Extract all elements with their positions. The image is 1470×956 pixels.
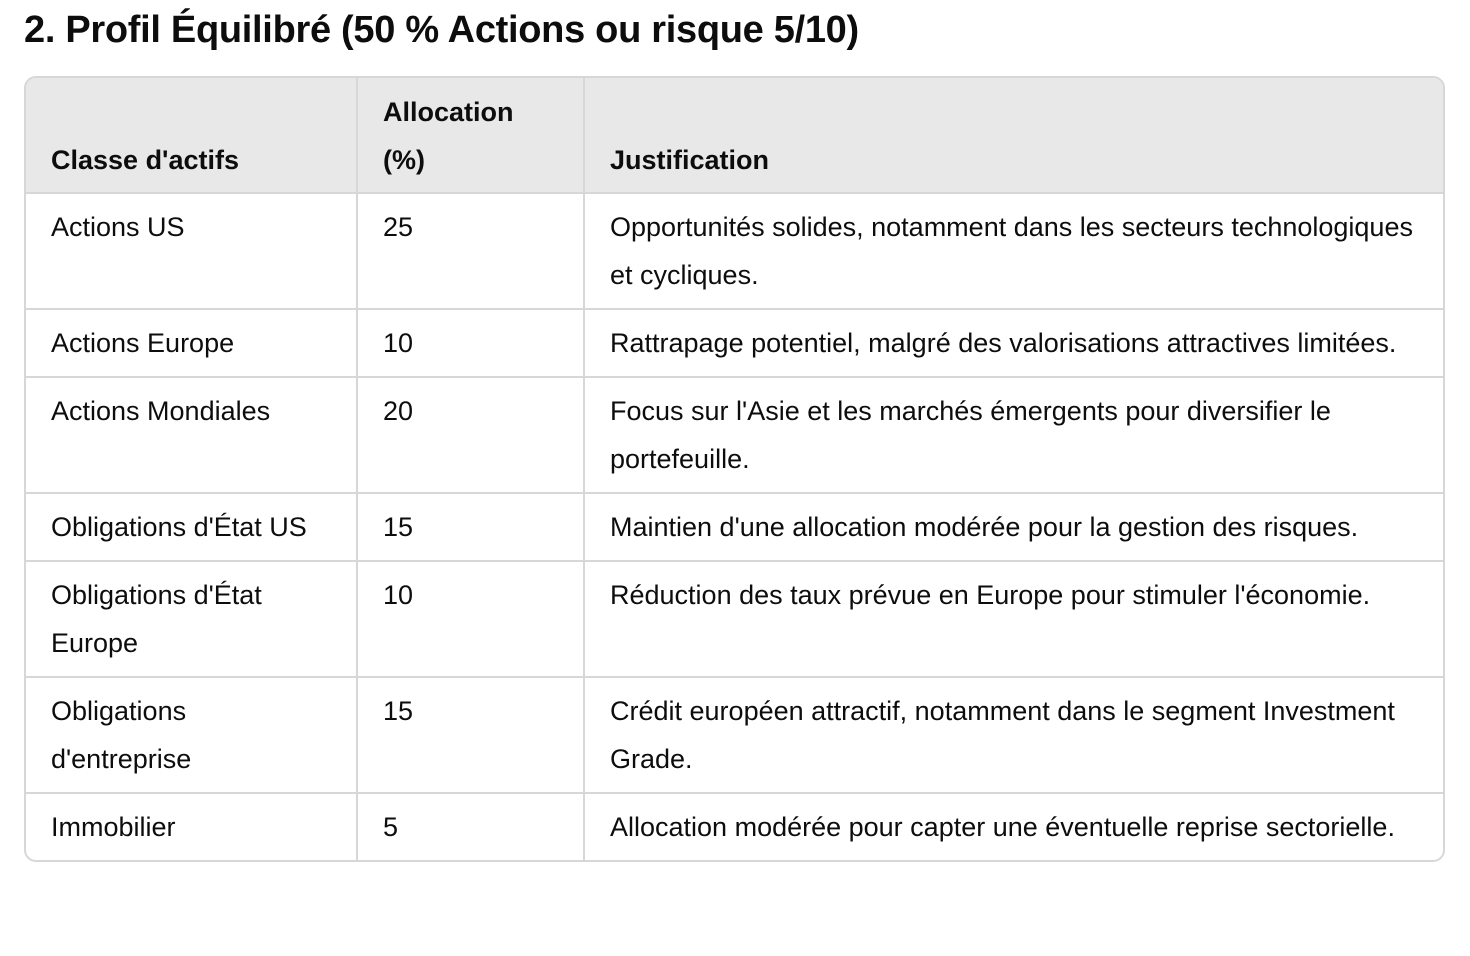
cell-asset-class: Actions Europe (26, 309, 357, 377)
cell-allocation: 5 (357, 793, 584, 860)
header-asset-class: Classe d'actifs (26, 78, 357, 193)
cell-asset-class: Obligations d'État US (26, 493, 357, 561)
cell-justification: Allocation modérée pour capter une éventuelle reprise sectorielle. (610, 812, 1395, 842)
table-row (26, 793, 1443, 860)
table-row (26, 561, 1443, 677)
cell-allocation: 15 (357, 493, 584, 561)
table-row (26, 193, 1443, 309)
cell-allocation: 25 (357, 193, 584, 309)
cell-allocation: 10 (357, 561, 584, 677)
allocation-table-container (24, 76, 1445, 862)
table-row (26, 377, 1443, 493)
cell-justification: Rattrapage potentiel, malgré des valorisations attractives limitées. (584, 309, 1443, 377)
cell-allocation: 15 (357, 677, 584, 793)
section-title: 2. Profil Équilibré (50 % Actions ou risque 5/10) (24, 9, 859, 51)
allocation-table (26, 78, 1443, 860)
cell-asset-class: Actions US (26, 193, 357, 309)
table-header-row (26, 78, 1443, 193)
table-row (26, 493, 1443, 561)
cell-asset-class: Immobilier (26, 793, 357, 860)
cell-asset-class: Obligations d'entreprise (26, 677, 357, 793)
table-row (26, 309, 1443, 377)
header-justification: Justification (584, 78, 1443, 193)
header-allocation: Allocation (%) (357, 78, 584, 193)
cell-justification: Focus sur l'Asie et les marchés émergents pour diversifier le portefeuille. (584, 377, 1443, 493)
cell-justification: Maintien d'une allocation modérée pour la gestion des risques. (584, 493, 1443, 561)
cell-asset-class: Obligations d'État Europe (26, 561, 357, 677)
cell-allocation: 20 (357, 377, 584, 493)
cell-asset-class: Actions Mondiales (26, 377, 357, 493)
cell-allocation: 10 (357, 309, 584, 377)
cell-justification: Réduction des taux prévue en Europe pour stimuler l'économie. (584, 561, 1443, 677)
table-row (26, 677, 1443, 793)
cell-justification: Opportunités solides, notamment dans les secteurs technologiques et cycliques. (584, 193, 1443, 309)
cell-justification: Crédit européen attractif, notamment dans le segment Investment Grade. (584, 677, 1443, 793)
